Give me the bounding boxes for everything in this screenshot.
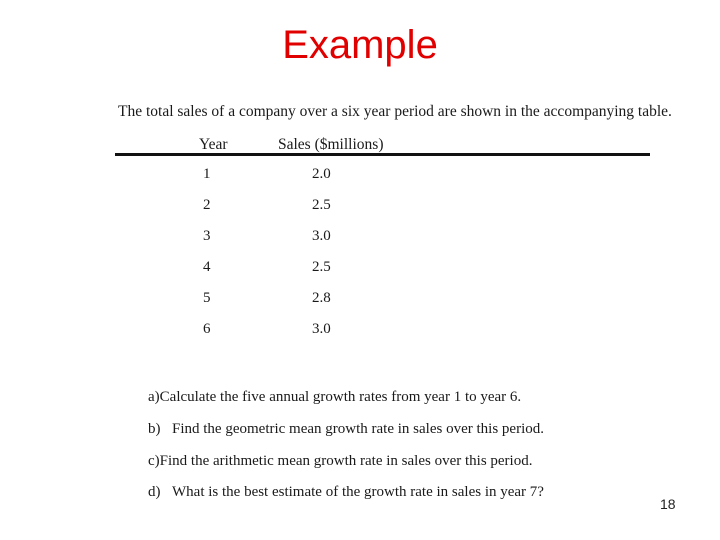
page-number: 18 [660,496,676,512]
sales-cell: 3.0 [312,321,331,337]
table-row [0,259,720,287]
question-text: Find the geometric mean growth rate in sales over this period. [172,421,544,437]
table-header-rule [115,153,650,156]
year-cell: 4 [203,259,211,275]
question-text: Find the arithmetic mean growth rate in sales over this period. [159,453,533,469]
year-cell: 3 [203,228,211,244]
question-label: b) [148,421,161,437]
table-row [0,228,720,256]
question-text: Calculate the five annual growth rates from year 1 to year 6. [159,389,522,405]
year-cell: 1 [203,166,211,182]
question-b [148,421,544,438]
table-row [0,321,720,349]
sales-cell: 3.0 [312,228,331,244]
table-header-sales: Sales ($millions) [278,136,384,153]
question-a [148,389,521,406]
question-d [148,484,544,501]
question-c [148,453,532,470]
slide-title: Example [282,23,438,67]
question-label: d) [148,484,161,500]
sales-cell: 2.5 [312,197,331,213]
intro-text: The total sales of a company over a six year period are shown in the accompanying table. [118,103,672,120]
question-label: a) [148,389,160,405]
year-cell: 5 [203,290,211,306]
table-row [0,290,720,318]
sales-cell: 2.5 [312,259,331,275]
question-label: c) [148,453,160,469]
table-row [0,166,720,194]
question-text: What is the best estimate of the growth rate in sales in year 7? [172,484,544,500]
sales-cell: 2.8 [312,290,331,306]
table-header-year: Year [199,136,228,153]
year-cell: 6 [203,321,211,337]
year-cell: 2 [203,197,211,213]
sales-cell: 2.0 [312,166,331,182]
table-row [0,197,720,225]
